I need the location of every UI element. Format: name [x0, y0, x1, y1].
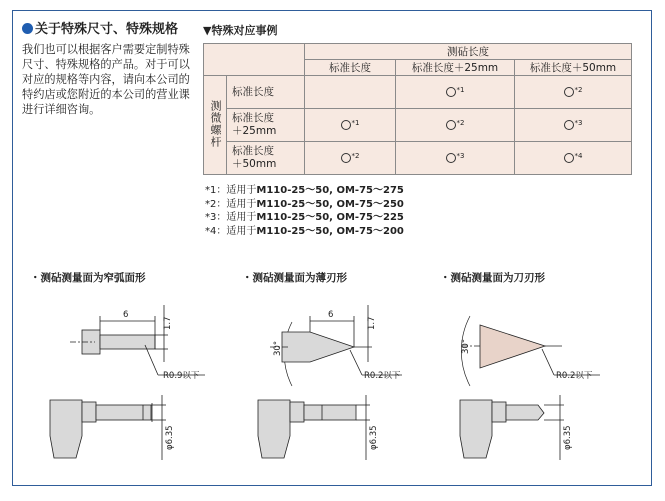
- row-label: 标准长度: [227, 76, 305, 109]
- radius-label: R0.2以下: [364, 371, 401, 381]
- table-title: ▼特殊对应事例: [203, 24, 278, 37]
- thin-blade-side-drawing: [258, 395, 370, 460]
- table-cell: *3: [515, 109, 632, 142]
- footnote: *4：适用于M110-25～50, OM-75～200: [205, 225, 404, 237]
- radius-label: R0.2以下: [556, 371, 593, 381]
- height-dimension: 1.7: [367, 316, 377, 330]
- column-header: 标准长度＋50mm: [515, 60, 632, 76]
- figure-title: ・测砧测量面为窄弧面形: [30, 272, 146, 284]
- figure-title: ・测砧测量面为薄刃形: [242, 272, 347, 284]
- angle-label: 30°: [461, 338, 471, 354]
- figure-title: ・测砧测量面为刀刃形: [440, 272, 545, 284]
- section-title-text: 关于特殊尺寸、特殊规格: [35, 22, 179, 37]
- length-dimension: 6: [328, 310, 334, 320]
- table-cell: *4: [515, 142, 632, 175]
- angle-label: 30°: [273, 340, 283, 356]
- footnote: *3：适用于M110-25～50, OM-75～225: [205, 212, 404, 223]
- column-header: 标准长度＋25mm: [396, 60, 515, 76]
- spindle-label: 测微螺杆: [209, 99, 222, 148]
- narrow-arc-side-drawing: [50, 395, 166, 460]
- narrow-arc-profile-drawing: [70, 305, 205, 375]
- table-cell: *3: [396, 142, 515, 175]
- height-dimension: 1.7: [163, 316, 173, 330]
- radius-label: R0.9以下: [163, 371, 200, 381]
- row-label: 标准长度 ＋50mm: [227, 142, 305, 175]
- footnote: *1：适用于M110-25～50, OM-75～275: [205, 185, 404, 196]
- diameter-label: φ6.35: [165, 425, 175, 450]
- footnote: *2：适用于M110-25～50, OM-75～250: [205, 198, 404, 210]
- intro-paragraph: 我们也可以根据客户需要定制特殊尺寸、特殊规格的产品。对于可以对应的规格等内容，请向本公司的特约店或您附近的本公司的营业课进行详细咨询。: [22, 43, 190, 116]
- row-label: 标准长度 ＋25mm: [227, 109, 305, 142]
- column-header: 标准长度: [305, 60, 396, 76]
- table-cell: *2: [396, 109, 515, 142]
- diameter-label: φ6.35: [563, 425, 573, 450]
- anvil-length-header: 测砧长度: [305, 44, 632, 60]
- table-cell: *1: [396, 76, 515, 109]
- table-cell: *1: [305, 109, 396, 142]
- length-dimension: 6: [123, 310, 129, 320]
- knife-edge-side-drawing: [460, 395, 564, 460]
- diameter-label: φ6.35: [369, 425, 379, 450]
- table-cell: *2: [305, 142, 396, 175]
- table-cell: *2: [515, 76, 632, 109]
